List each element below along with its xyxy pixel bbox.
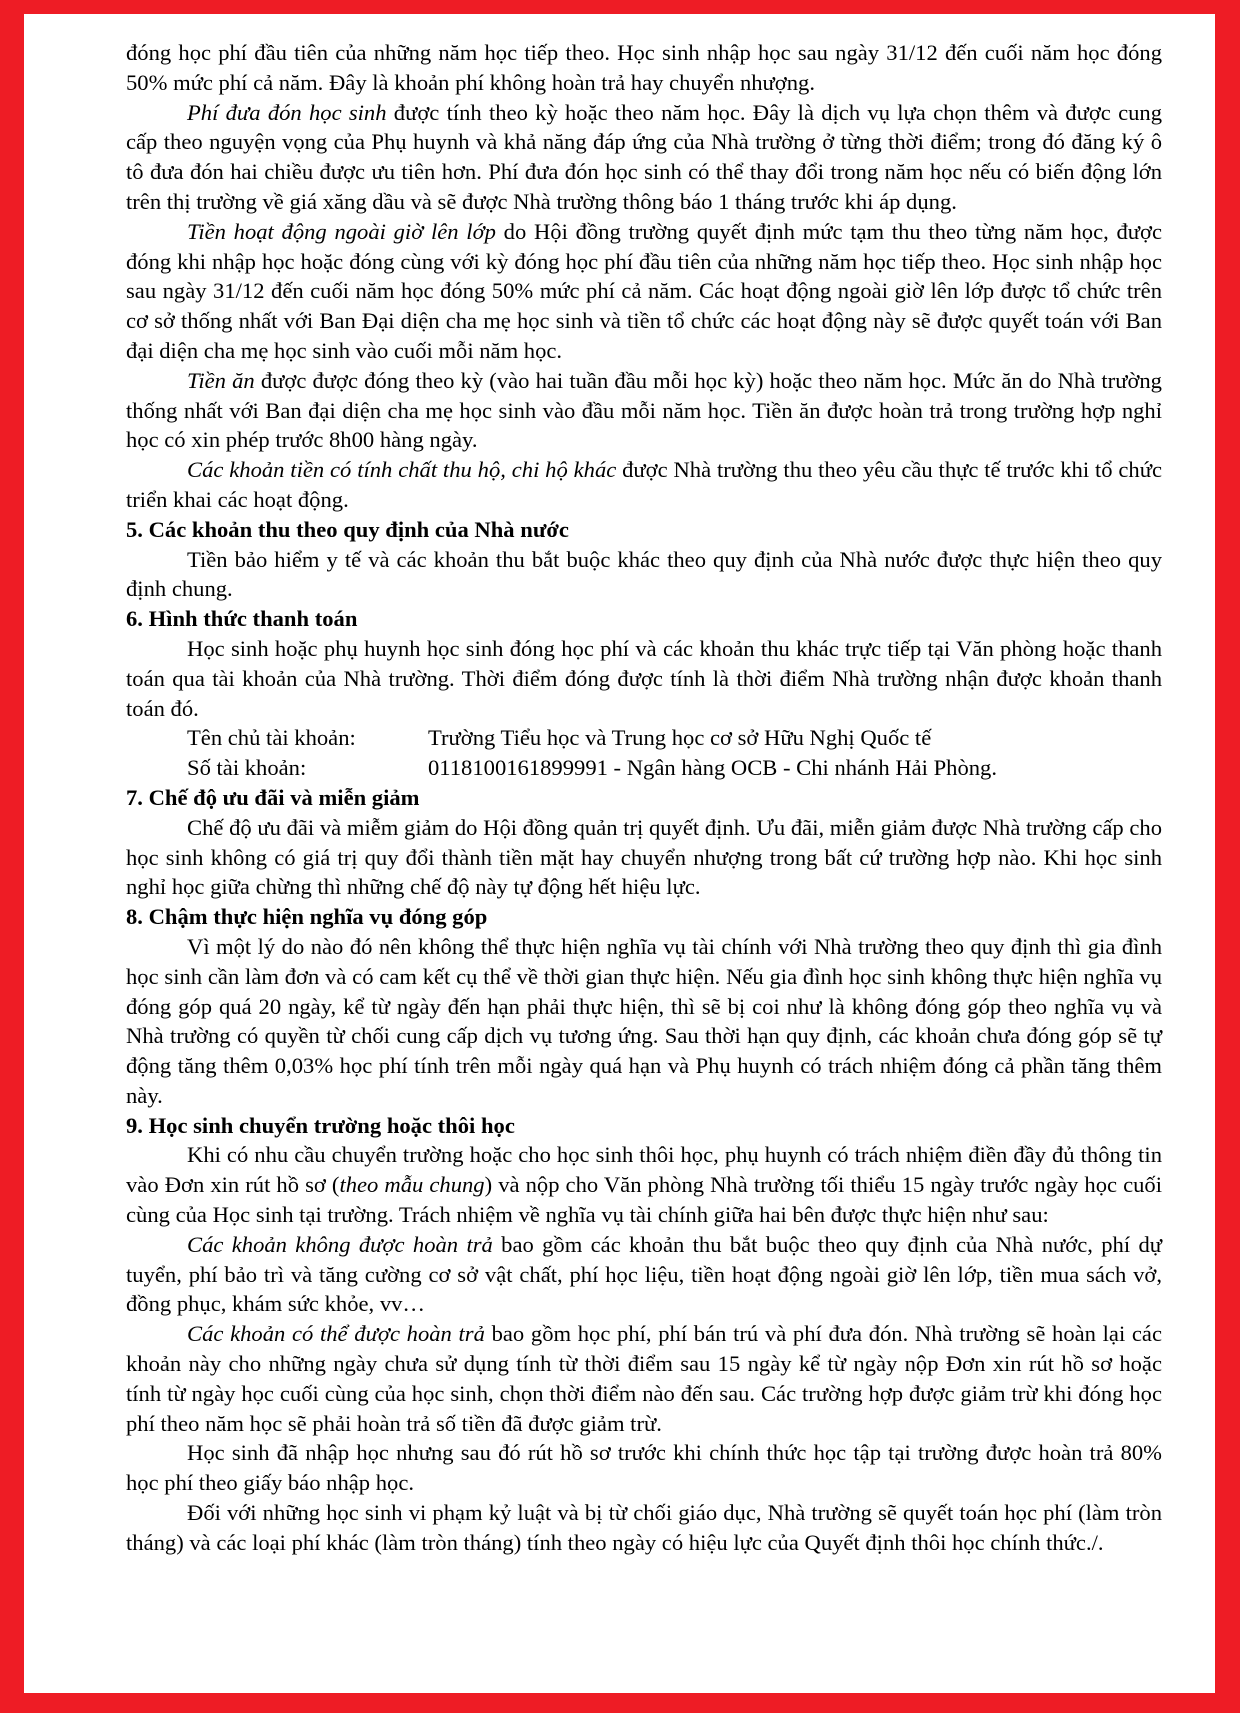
paragraph-late-payment: Vì một lý do nào đó nên không thể thực hiện nghĩa vụ tài chính với Nhà trường theo quy định thì gia đình học sinh cần làm đơn và có cam kết cụ thể về thời gian thực hiện. Nếu gia đình học sinh không thực hiện nghĩa vụ đóng góp quá 20 ngày, kể từ ngày đến hạn phải thực hiện, thì sẽ bị coi như là không đóng góp theo nghĩa vụ và Nhà trường có quyền từ chối cung cấp dịch vụ tương ứng. Sau thời hạn quy định, các khoản chưa đóng góp sẽ tự động tăng thêm 0,03% học phí tính trên mỗi ngày quá hạn và Phụ huynh có trách nhiệm đóng cả phần tăng thêm này. bbox=[126, 933, 1162, 1108]
account-number-value: 0118100161899991 - Ngân hàng OCB - Chi nhánh Hải Phòng. bbox=[428, 755, 997, 781]
paragraph-refundable: Các khoản có thể được hoàn trả bao gồm học phí, phí bán trú và phí đưa đón. Nhà trường sẽ hoàn lại các khoản này cho những ngày chưa sử dụng tính từ thời điểm sau 15 ngày kể từ ngày nộp Đơn xin rút hồ sơ hoặc tính từ ngày học cuối cùng của học sinh, chọn thời điểm nào đến sau. Các trường hợp được giảm trừ khi đóng học phí theo năm học sẽ phải hoàn trả số tiền đã được giảm trừ. bbox=[126, 1321, 1162, 1436]
paragraph-fee-continuation: đóng học phí đầu tiên của những năm học tiếp theo. Học sinh nhập học sau ngày 31/12 đến cuối năm học đóng 50% mức phí cả năm. Đây là khoản phí không hoàn trả hay chuyển nhượng. bbox=[126, 40, 1162, 95]
paragraph-collection-fee: Các khoản tiền có tính chất thu hộ, chi hộ khác được Nhà trường thu theo yêu cầu thực tế trước khi tổ chức triển khai các hoạt động. bbox=[126, 457, 1162, 512]
term-standard-form: theo mẫu chung bbox=[339, 1172, 485, 1198]
heading-section-9: 9. Học sinh chuyển trường hoặc thôi học bbox=[126, 1112, 515, 1138]
account-name-value: Trường Tiểu học và Trung học cơ sở Hữu Nghị Quốc tế bbox=[428, 725, 932, 751]
paragraph-extracurricular-fee: Tiền hoạt động ngoài giờ lên lớp do Hội đồng trường quyết định mức tạm thu theo từng năm học, được đóng khi nhập học hoặc đóng cùng với kỳ đóng học phí đầu tiên của những năm học tiếp theo. Học sinh nhập học sau ngày 31/12 đến cuối năm học đóng 50% mức phí cả năm. Các hoạt động ngoài giờ lên lớp được tổ chức trên cơ sở thống nhất với Ban Đại diện cha mẹ học sinh và tiền tổ chức các hoạt động này sẽ được quyết toán với Ban đại diện cha mẹ học sinh vào cuối mỗi năm học. bbox=[126, 218, 1162, 363]
paragraph-early-withdrawal: Học sinh đã nhập học nhưng sau đó rút hồ sơ trước khi chính thức học tập tại trường được hoàn trả 80% học phí theo giấy báo nhập học. bbox=[126, 1440, 1162, 1496]
account-number-row bbox=[126, 753, 1162, 783]
document-page bbox=[126, 38, 1162, 1558]
account-name-row bbox=[126, 723, 1162, 753]
paragraph-state-fees: Tiền bảo hiểm y tế và các khoản thu bắt buộc khác theo quy định của Nhà nước được thực hiện theo quy định chung. bbox=[126, 546, 1162, 602]
term-collection-fee: Các khoản tiền có tính chất thu hộ, chi hộ khác bbox=[187, 457, 617, 483]
account-name-label: Tên chủ tài khoản: bbox=[187, 725, 356, 751]
term-refundable: Các khoản có thể được hoàn trả bbox=[187, 1321, 485, 1347]
paragraph-withdrawal: Khi có nhu cầu chuyển trường hoặc cho học sinh thôi học, phụ huynh có trách nhiệm điền đầy đủ thông tin vào Đơn xin rút hồ sơ (theo mẫu chung) và nộp cho Văn phòng Nhà trường tối thiểu 15 ngày trước ngày học cuối cùng của Học sinh tại trường. Trách nhiệm về nghĩa vụ tài chính giữa hai bên được thực hiện như sau: bbox=[126, 1142, 1162, 1228]
heading-section-6: 6. Hình thức thanh toán bbox=[126, 606, 358, 632]
paragraph-meal-fee: Tiền ăn được được đóng theo kỳ (vào hai tuần đầu mỗi học kỳ) hoặc theo năm học. Mức ăn do Nhà trường thống nhất với Ban đại diện cha mẹ học sinh vào đầu mỗi năm học. Tiền ăn được hoàn trả trong trường hợp nghỉ học có xin phép trước 8h00 hàng ngày. bbox=[126, 367, 1162, 453]
paragraph-bus-fee: Phí đưa đón học sinh được tính theo kỳ hoặc theo năm học. Đây là dịch vụ lựa chọn thêm và được cung cấp theo nguyện vọng của Phụ huynh và khả năng đáp ứng của Nhà trường ở từng thời điểm; trong đó đăng ký ô tô đưa đón hai chiều được ưu tiên hơn. Phí đưa đón học sinh có thể thay đổi trong năm học nếu có biến động lớn trên thị trường về giá xăng dầu và sẽ được Nhà trường thông báo 1 tháng trước khi áp dụng. bbox=[126, 99, 1163, 214]
term-non-refundable: Các khoản không được hoàn trả bbox=[187, 1231, 493, 1257]
term-bus-fee: Phí đưa đón học sinh bbox=[187, 99, 387, 125]
paragraph-discounts: Chế độ ưu đãi và miễm giảm do Hội đồng quản trị quyết định. Ưu đãi, miễn giảm được Nhà trường cấp cho học sinh không có giá trị quy đổi thành tiền mặt hay chuyển nhượng trong bất cứ trường hợp nào. Khi học sinh nghỉ học giữa chừng thì những chế độ này tự động hết hiệu lực. bbox=[126, 814, 1162, 900]
term-extracurricular-fee: Tiền hoạt động ngoài giờ lên lớp bbox=[187, 218, 496, 244]
term-meal-fee: Tiền ăn bbox=[187, 367, 255, 393]
paragraph-disciplinary: Đối với những học sinh vi phạm kỷ luật và bị từ chối giáo dục, Nhà trường sẽ quyết toán học phí (làm tròn tháng) và các loại phí khác (làm tròn tháng) tính theo ngày có hiệu lực của Quyết định thôi học chính thức./. bbox=[126, 1500, 1162, 1555]
paragraph-non-refundable: Các khoản không được hoàn trả bao gồm các khoản thu bắt buộc theo quy định của Nhà nước, phí dự tuyển, phí bảo trì và tăng cường cơ sở vật chất, phí học liệu, tiền hoạt động ngoài giờ lên lớp, tiền mua sách vở, đồng phục, khám sức khỏe, vv… bbox=[126, 1231, 1162, 1317]
paragraph-payment: Học sinh hoặc phụ huynh học sinh đóng học phí và các khoản thu khác trực tiếp tại Văn phòng hoặc thanh toán qua tài khoản của Nhà trường. Thời điểm đóng được tính là thời điểm Nhà trường nhận được khoản thanh toán đó. bbox=[126, 635, 1162, 721]
heading-section-8: 8. Chậm thực hiện nghĩa vụ đóng góp bbox=[126, 904, 488, 930]
heading-section-7: 7. Chế độ ưu đãi và miễn giảm bbox=[126, 784, 420, 810]
account-number-label: Số tài khoản: bbox=[187, 755, 307, 781]
heading-section-5: 5. Các khoản thu theo quy định của Nhà nước bbox=[126, 516, 569, 542]
